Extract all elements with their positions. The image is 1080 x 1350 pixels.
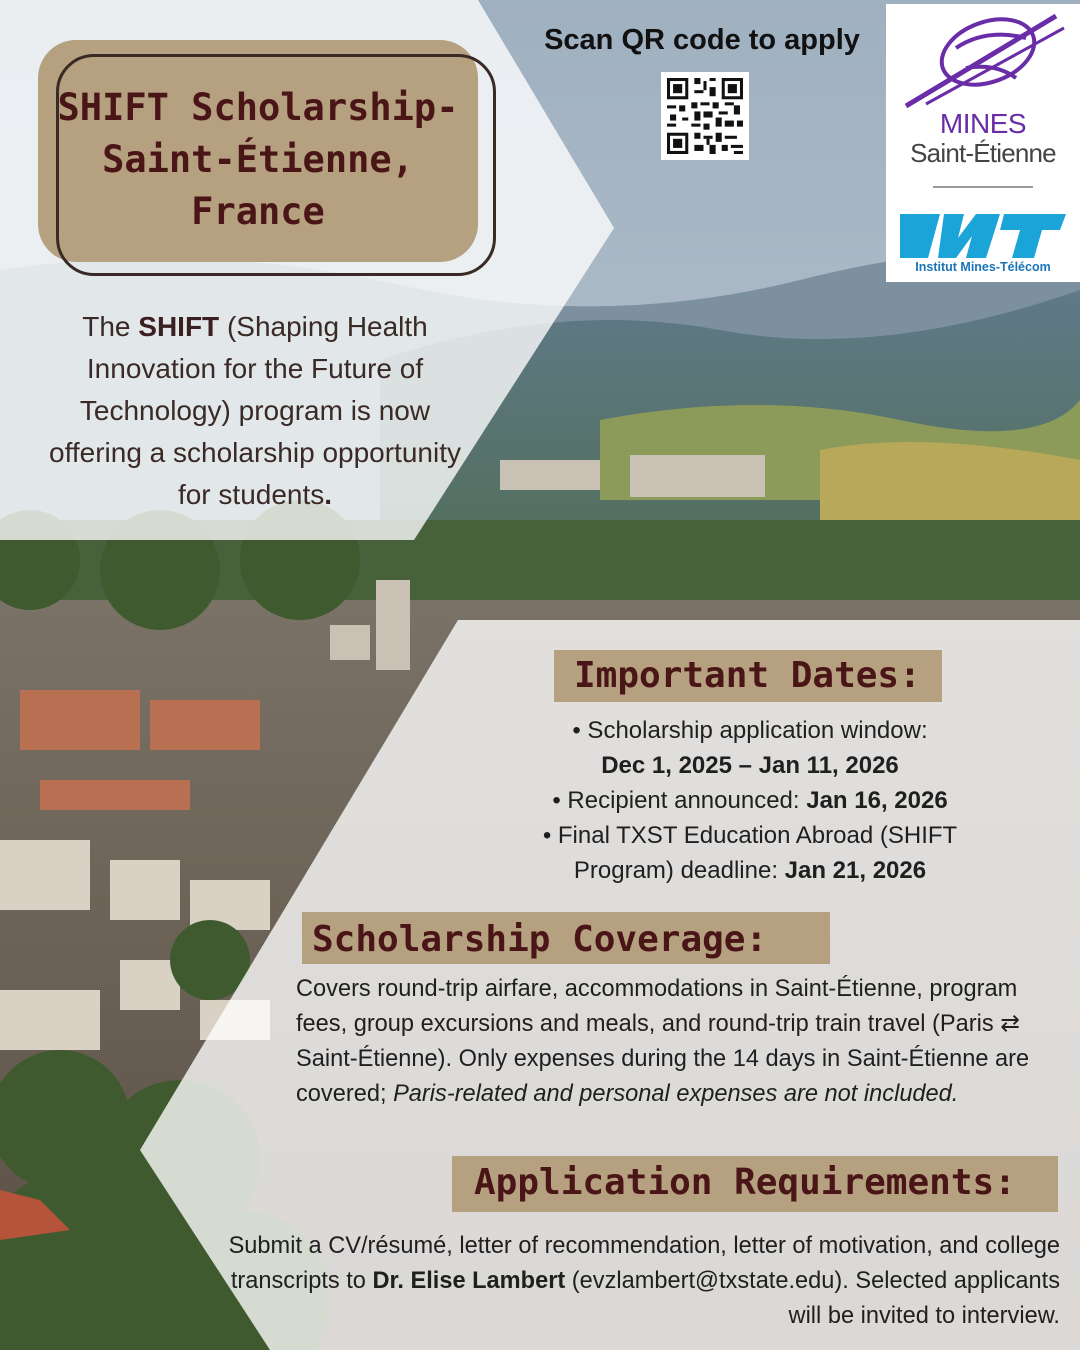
coverage-exclusions: Paris-related and personal expenses are not included. [393,1081,959,1107]
intro-pre: The [82,311,139,342]
contact-name: Dr. Elise Lambert [372,1268,566,1294]
page-title: SHIFT Scholarship- Saint-Étienne, France [57,86,459,233]
requirements-post: (evzlambert@txstate.edu). Selected applicants will be invited to interview. [565,1268,1060,1329]
coverage-details: Covers round-trip airfare, accommodations in Saint-Étienne, program fees, group excursions and meals, and round-trip train travel (Paris ⇄ Saint-Étienne). Only expenses during the 14 days in Saint-Étienne are covered; [296,976,1030,1107]
recipient-announced-label: • Recipient announced: [552,787,807,814]
recipient-announced-date: Jan 16, 2026 [806,787,948,814]
partner-logos [886,4,1080,282]
requirements-pre: Submit a CV/résumé, letter of recommendation, letter of motivation, and college transcripts to [228,1233,1060,1294]
final-deadline-label: • Final TXST Education Abroad (SHIFT Program) deadline: [542,822,958,884]
important-dates-list [500,713,1000,888]
intro-end: . [324,479,333,510]
mines-logo-text: MINES [939,108,1027,139]
scholarship-coverage-heading: Scholarship Coverage: [302,912,830,964]
imt-logo-icon [900,208,1066,258]
qr-code-icon[interactable] [661,72,749,160]
mines-logo-icon [896,8,1070,108]
scholarship-coverage-text [296,972,1066,1112]
application-requirements-text [220,1229,1060,1334]
application-window-dates: Dec 1, 2025 – Jan 11, 2026 [601,752,899,779]
saint-etienne-logo-text: Saint-Étienne [910,138,1056,168]
imt-logo-text: Institut Mines-Télécom [915,260,1051,274]
qr-label: Scan QR code to apply [544,24,860,56]
final-deadline-date: Jan 21, 2026 [784,857,927,884]
application-window-label: • Scholarship application window: [572,717,928,744]
intro-program-name: SHIFT [138,311,220,342]
logo-divider [933,186,1033,188]
application-requirements-heading: Application Requirements: [452,1156,1058,1212]
intro-paragraph [40,306,470,516]
intro-post: (Shaping Health Innovation for the Future of Technology) program is now offering a scholarship opportunity for students [49,311,461,510]
important-dates-heading: Important Dates: [554,650,942,702]
